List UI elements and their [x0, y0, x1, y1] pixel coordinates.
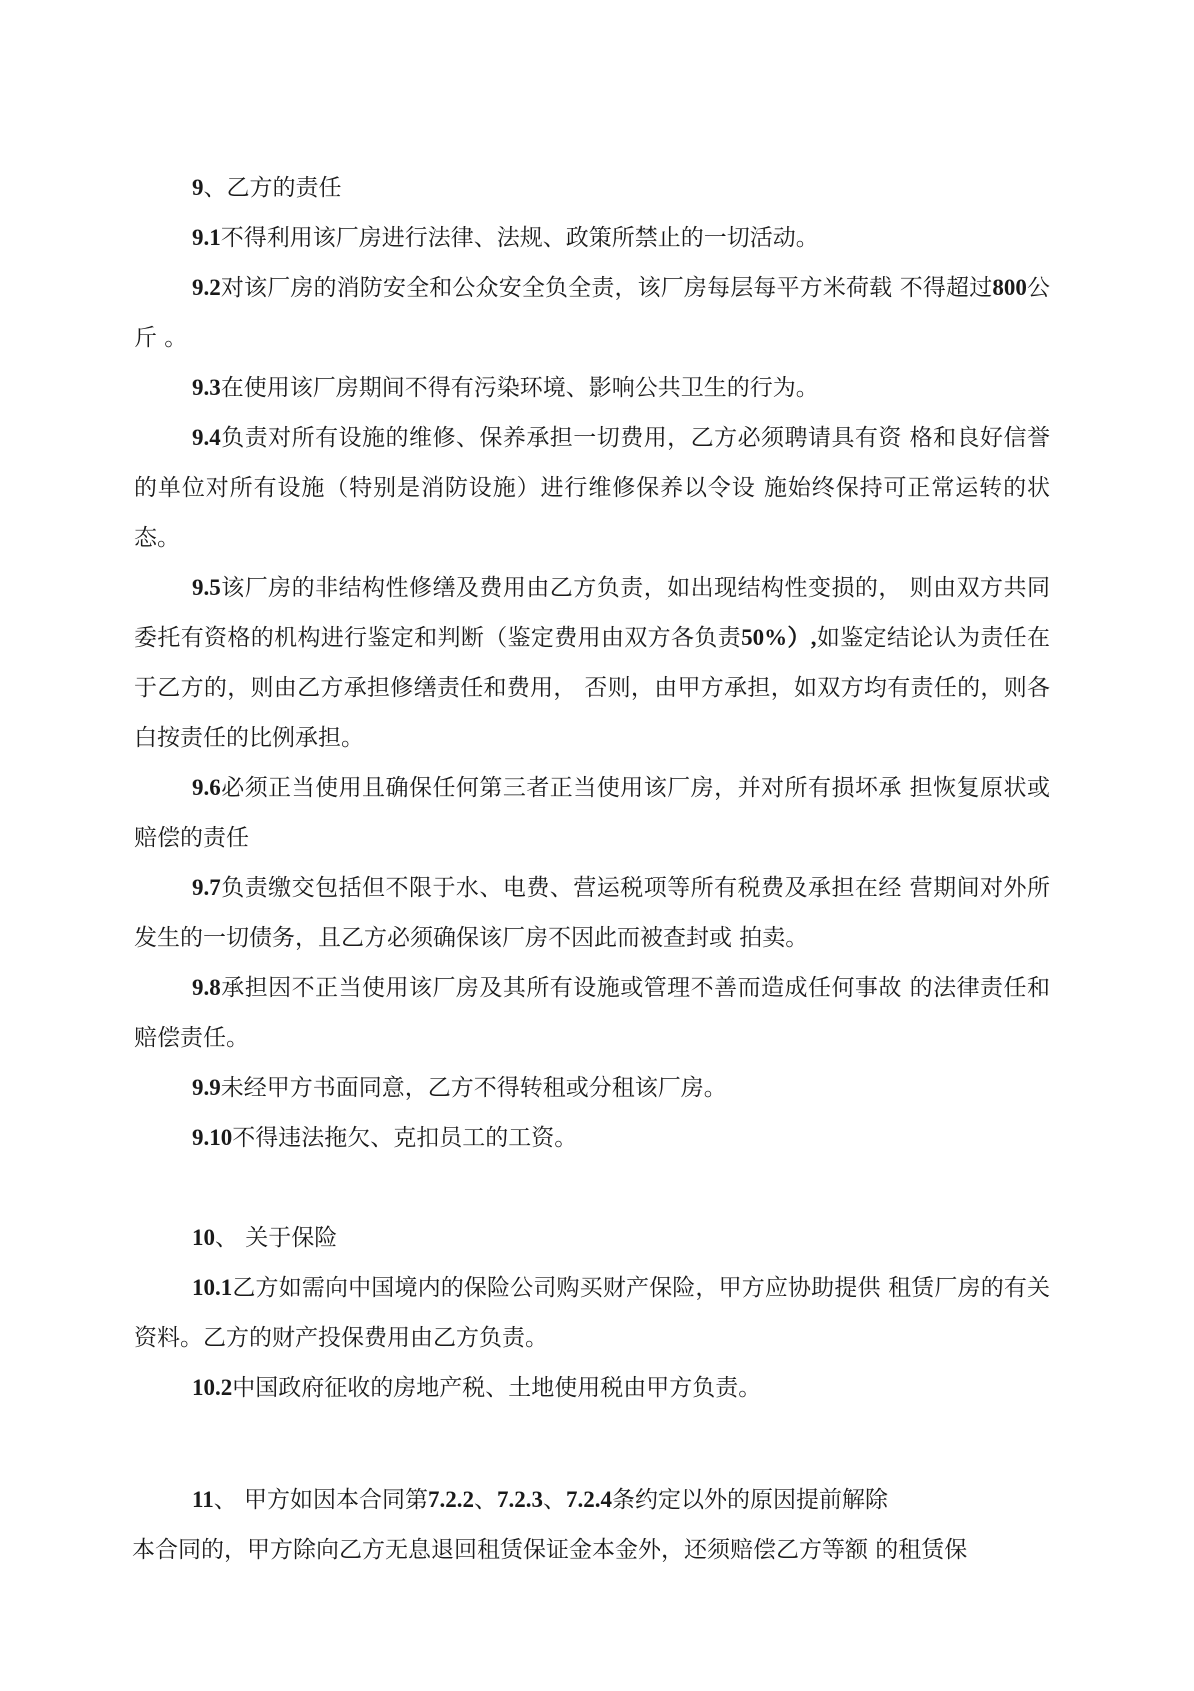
clause-9-5 — [134, 563, 1050, 763]
clause-text: 必须正当使用且确保任何第三者正当使用该厂房，并对所有损坏承 担恢复原状或赔偿的责任 — [134, 775, 1050, 851]
clause-number: 9.6 — [192, 775, 221, 800]
clause-number: 9.9 — [192, 1075, 221, 1100]
clause-10-1 — [134, 1263, 1050, 1363]
section-title: 、 关于保险 — [215, 1225, 338, 1251]
clause-number: 800 — [992, 275, 1027, 300]
clause-9-4 — [134, 413, 1050, 563]
clause-number: 9.5 — [192, 575, 221, 600]
clause-text: 承担因不正当使用该厂房及其所有设施或管理不善而造成任何事故 的法律责任和赔偿责任。 — [134, 975, 1050, 1051]
section-9-heading — [134, 163, 1050, 213]
clause-9-6 — [134, 763, 1050, 863]
clause-number: 10.1 — [192, 1275, 233, 1300]
clause-number: 50%）, — [741, 625, 817, 650]
clause-number: 9.1 — [192, 225, 221, 250]
section-spacer — [134, 1413, 1050, 1475]
clause-text: 对该厂房的消防安全和公众安全负全责，该厂房每层每平方米荷载 不得超过 — [220, 275, 993, 301]
clause-9-2 — [134, 263, 1050, 363]
clause-text: 该厂房的非结构性修缮及费用由乙方负责，如出现结构性变损的， 则由双方共同委托有资格的机构进行鉴定和判断（鉴定费用由双方各负责 — [134, 575, 1050, 651]
section-number: 10 — [192, 1225, 215, 1250]
clause-text: 未经甲方书面同意，乙方不得转租或分租该厂房。 — [220, 1075, 727, 1101]
clause-number: 9.8 — [192, 975, 221, 1000]
clause-text: 中国政府征收的房地产税、土地使用税由甲方负责。 — [232, 1375, 762, 1401]
section-10-heading — [134, 1213, 1050, 1263]
clause-9-9 — [134, 1063, 1050, 1113]
clause-reference: 7.2.2 — [428, 1487, 475, 1512]
section-number: 9 — [192, 175, 204, 200]
clause-reference: 7.2.3 — [497, 1487, 544, 1512]
clause-text: 、 — [543, 1487, 567, 1513]
clause-number: 9.4 — [192, 425, 221, 450]
clause-number: 9.10 — [192, 1125, 233, 1150]
section-title: 、乙方的责任 — [203, 175, 342, 201]
section-11-first-line — [134, 1475, 1050, 1525]
clause-text: 、 甲方如因本合同第 — [213, 1487, 429, 1513]
clause-9-3 — [134, 363, 1050, 413]
clause-number: 9.7 — [192, 875, 221, 900]
clause-number: 9.3 — [192, 375, 221, 400]
clause-text: 不得利用该厂房进行法律、法规、政策所禁止的一切活动。 — [220, 225, 819, 251]
clause-reference: 7.2.4 — [566, 1487, 613, 1512]
clause-text: 、 — [474, 1487, 498, 1513]
section-11-second-line: 本合同的，甲方除向乙方无息退回租赁保证金本金外，还须赔偿乙方等额 的租赁保 — [132, 1537, 968, 1563]
clause-9-7 — [134, 863, 1050, 963]
clause-text: 在使用该厂房期间不得有污染环境、影响公共卫生的行为。 — [220, 375, 819, 401]
clause-9-10 — [134, 1113, 1050, 1163]
section-spacer — [134, 1163, 1050, 1213]
clause-text: 条约定以外的原因提前解除 — [612, 1487, 889, 1513]
clause-10-2 — [134, 1363, 1050, 1413]
clause-text: 公斤 。 — [134, 275, 1051, 351]
clause-text: 负责对所有设施的维修、保养承担一切费用，乙方必须聘请具有资 格和良好信誉的单位对所有设施（特别是消防设施）进行维修保养以令设 施始终保持可正常运转的状态。 — [134, 425, 1050, 551]
clause-text: 乙方如需向中国境内的保险公司购买财产保险，甲方应协助提供 租赁厂房的有关资料。乙方的财产投保费用由乙方负责。 — [134, 1275, 1050, 1351]
clause-text: 不得违法拖欠、克扣员工的工资。 — [232, 1125, 578, 1151]
section-number: 11 — [192, 1487, 214, 1512]
clause-9-8 — [134, 963, 1050, 1063]
document-body — [134, 163, 1050, 1575]
clause-number: 9.2 — [192, 275, 221, 300]
clause-text: 负责缴交包括但不限于水、电费、营运税项等所有税费及承担在经 营期间对外所发生的一切债务，且乙方必须确保该厂房不因此而被查封或 拍卖。 — [134, 875, 1050, 951]
clause-text: 如鉴定结论认为责任在于乙方的，则由乙方承担修缮责任和费用， 否则，由甲方承担，如双方均有责任的，则各白按责任的比例承担。 — [134, 625, 1051, 751]
clause-9-1 — [134, 213, 1050, 263]
clause-number: 10.2 — [192, 1375, 233, 1400]
